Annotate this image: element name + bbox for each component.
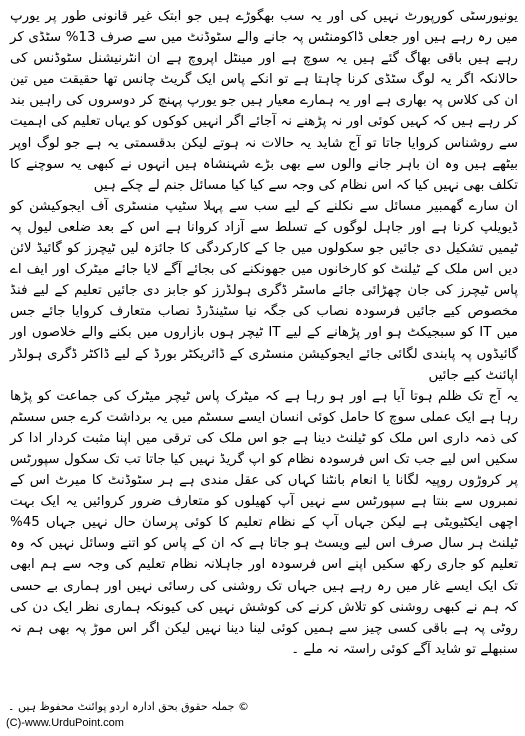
article-paragraph-1: یونیورسٹی کورپورٹ نہیں کی اور یہ سب بھگوڑے ہیں جو ابتک غیر قانونی طور پر یورپ میں رہ رہے ہیں اور جعلی ڈاکومنٹس پہ جانے والے سٹوڈنٹ میں سے صرف 13% سٹڈی کر رہے ہیں باقی بھاگ گئے ہیں یہ سوچ ہے اور مینٹل اپروچ ہے ان انٹرنیشنل سٹوڈنس کی حالانکہ اگر یہ لوگ سٹڈی کرنا چاہتا ہے تو انکے پاس ایک گریٹ چانس تھا حقیقت میں تین ان کی کلاس پہ بھاری ہے اور یہ ہمارے معیار ہیں جو یورپ پہنچ کر دوسروں کی راہیں بند کر رہے ہیں کہ کہیں کوئی اور نہ پڑھنے نہ آجائے اگر انہیں کوکوں کو یہاں تعلیم کی اہمیت سے روشناس کروایا جاتا تو آج شاید یہ حالات نہ ہوتے لیکن بدقسمتی یہ ہے جو لوگ اوپر بیٹھے ہیں وہ ان باہر جانے والوں سے بھی بڑے شہنشاہ ہیں انہوں نے کبھی یہ سوچنے کا تکلف بھی نہیں کیا کہ اس نظام کی وجہ سے کیا کیا مسائل جنم لے چکے ہیں	[10, 9, 518, 193]
article-paragraph-3: یہ آج تک ظلم ہوتا آیا ہے اور ہو رہا ہے کہ میٹرک پاس ٹیچر میٹرک کی جماعت کو پڑھا رہا ہے ایک عملی سوچ کا حامل کوئی انسان ایسے سسٹم میں یہ برداشت کرے جس سسٹم کی ذمہ داری اس ملک کو ٹیلنٹ دینا ہے جو اس ملک کی ترقی میں اپنا مثبت کردار ادا کر سکیں اس لیے جب تک اس فرسودہ نظام کو اپ گریڈ نہیں کیا جاتا تب تک سکول سپورٹس پر کروڑوں روپیہ لگانا یا انعام بانٹنا کہاں کی عقل مندی ہے ہر سٹوڈنٹ کا میرٹ اس کے نمبروں سے بنتا ہے سپورٹس سے نہیں آپ کھیلوں کو متعارف ضرور کروائیں یہ ایک بہت اچھی ایکٹیویٹی ہے لیکن جہاں آپ کے نظام تعلیم کا کوئی پرسان حال نہیں جہاں 45% ٹیلنٹ ہر سال صرف اس لیے ویسٹ ہو جاتا ہے کہ ان کے پاس کو اتنے وسائل نہیں کہ وہ تعلیم کو جاری رکھ سکیں اپنے اس فرسودہ اور جاہلانہ نظام تعلیم کی وجہ سے ہم ابھی تک ایک ایسے غار میں رہ رہے ہیں جہاں تک روشنی کی رسائی نہیں اور ہماری بے حسی کہ ہم نے کبھی روشنی کو تلاش کرنے کی کوشش نہیں کی کیونکہ ہماری نظر ایک دن کی روٹی پہ ہے باقی کسی چیز سے ہمیں کوئی لینا دینا نہیں لیکن اگر اس موڑ پہ بھی ہم نہ سنبھلے تو شاید آگے کوئی راستہ نہ ملے ۔	[10, 388, 518, 657]
article-paragraph-2: ان سارے گھمبیر مسائل سے نکلنے کے لیے سب سے پہلا سٹیپ منسٹری آف ایجوکیشن کو ڈیویلپ کرنا ہے اور جاہل لوگوں کے تسلط سے آزاد کروانا ہے اس کے بعد ضلعی لیول پہ ٹیمیں تشکیل دی جائیں جو سکولوں میں جا کے کارکردگی کا جائزہ لیں ٹیچرز کو گائیڈ لائن دیں اس ملک کے ٹیلنٹ کو کارخانوں میں جھونکنے کی بجائے آگے لایا جائے میٹرک اور ایف اے پاس ٹیچرز کی جان چھڑائی جائے ماسٹر ڈگری ہولڈرز کو جابز دی جائیں تعلیم کے لیے فنڈ مخصوص کیے جائیں فرسودہ نصاب کی جگہ نیا سٹینڈرڈ نصاب متعارف کروایا جائے جس میں IT کو سبجیکٹ ہو اور پڑھانے کے لیے IT ٹیچر ہوں بازاروں میں بکنے والے خلاصوں اور گائیڈوں پہ پابندی لگائی جائے ایجوکیشن منسٹری کے ڈائریکٹر بورڈ کے لیے ڈاکٹر ڈگری ہولڈر اپائنٹ کیے جائیں	[10, 198, 518, 383]
article-body	[10, 6, 518, 660]
copyright-note: © جملہ حقوق بحق ادارہ اردو پوائنٹ محفوظ ہیں ۔	[8, 700, 249, 713]
page-footer	[4, 700, 521, 734]
site-credit: (C)-www.UrduPoint.com	[6, 717, 124, 729]
